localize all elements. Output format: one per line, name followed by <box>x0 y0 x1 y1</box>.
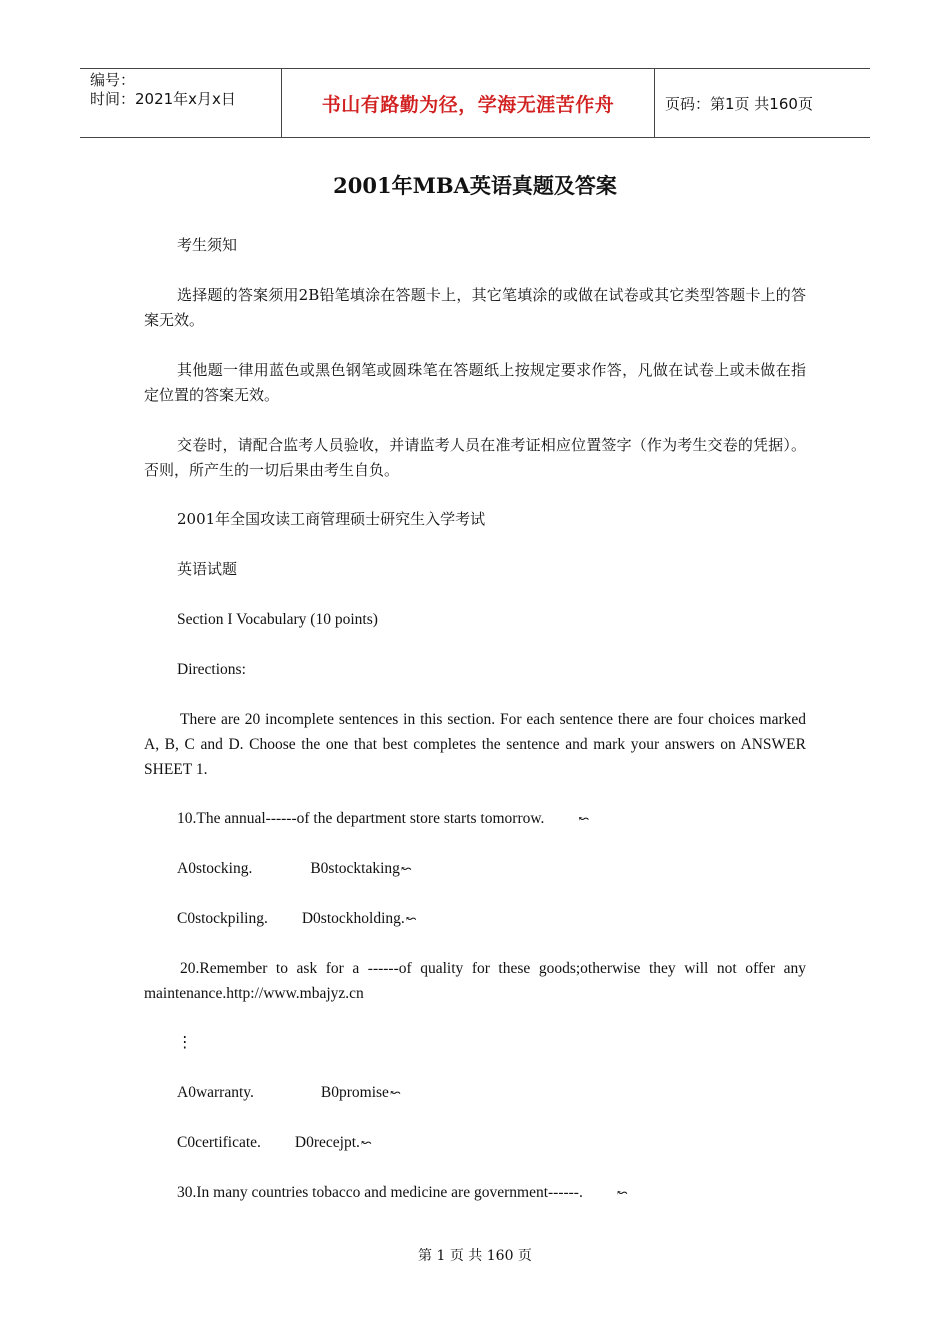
number-label: 编号： <box>90 71 136 89</box>
return-mark-icon: ↜ <box>578 811 590 826</box>
header-motto: 书山有路勤为径，学海无涯苦作舟 <box>282 69 655 137</box>
question-2-options-ab <box>177 1080 777 1105</box>
question-1-text: 10.The annual------of the department store starts tomorrow. <box>177 810 545 827</box>
header-table <box>80 68 870 138</box>
question-3-text: 30.In many countries tobacco and medicine are government------. <box>177 1184 583 1201</box>
return-mark-icon: ↜ <box>360 1135 372 1150</box>
notice-paragraph-3: 交卷时，请配合监考人员验收，并请监考人员在准考证相应位置签字（作为考生交卷的凭据）。否则，所产生的一切后果由考生自负。 <box>144 436 806 479</box>
question-3 <box>144 1180 806 1205</box>
subject-title: 英语试题 <box>177 560 238 578</box>
question-1 <box>144 806 806 831</box>
question-2-options-cd <box>177 1130 777 1155</box>
header-page-info: 页码：第1页 共160页 <box>665 94 813 113</box>
notice-paragraph-1: 选择题的答案须用2B铅笔填涂在答题卡上，其它笔填涂的或做在试卷或其它类型答题卡上的答案无效。 <box>144 286 806 329</box>
option-d: D0stockholding. <box>301 910 405 927</box>
ellipsis-mark: ⋮ <box>177 1034 193 1051</box>
option-c: C0certificate. <box>177 1134 261 1151</box>
section-heading: Section I Vocabulary (10 points) <box>177 611 378 628</box>
directions-text: There are 20 incomplete sentences in this section. For each sentence there are four choices marked A, B, C and D. Choose the one that best completes the sentence and mark your answers on ANSWER SHEET 1. <box>144 711 806 778</box>
option-d: D0recejpt. <box>294 1134 360 1151</box>
option-a: A0stocking. <box>177 860 253 877</box>
document-title: 2001年MBA英语真题及答案 <box>333 173 617 198</box>
question-1-options-ab <box>177 856 777 881</box>
question-1-options-cd <box>177 906 777 931</box>
exam-name: 2001年全国攻读工商管理硕士研究生入学考试 <box>177 510 486 528</box>
return-mark-icon: ↜ <box>400 861 412 876</box>
header-meta <box>80 69 282 137</box>
return-mark-icon: ↜ <box>616 1185 628 1200</box>
time-label: 时间：2021年x月x日 <box>90 90 236 108</box>
option-c: C0stockpiling. <box>177 910 268 927</box>
notice-paragraph-2: 其他题一律用蓝色或黑色钢笔或圆珠笔在答题纸上按规定要求作答，凡做在试卷上或未做在指定位置的答案无效。 <box>144 361 806 404</box>
option-b: B0stocktaking <box>310 860 400 877</box>
option-b: B0promise <box>320 1084 389 1101</box>
option-a: A0warranty. <box>177 1084 254 1101</box>
return-mark-icon: ↜ <box>389 1085 401 1100</box>
return-mark-icon: ↜ <box>405 911 417 926</box>
directions-label: Directions: <box>177 661 246 678</box>
notice-title: 考生须知 <box>177 236 238 254</box>
question-2: 20.Remember to ask for a ------of quality for these goods;otherwise they will not offer any maintenance.http://www.mbajyz.cn <box>144 960 806 1002</box>
page-footer: 第 1 页 共 160 页 <box>418 1248 532 1264</box>
